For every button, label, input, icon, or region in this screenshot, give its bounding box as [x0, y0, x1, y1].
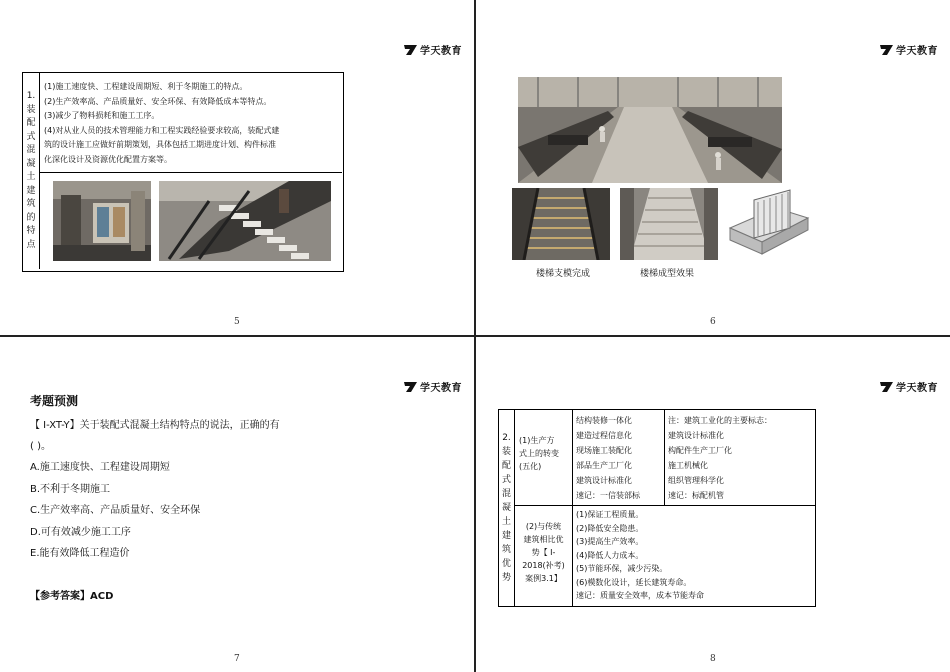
- side-label-char: 配: [501, 461, 511, 471]
- side-label-char: 混: [501, 489, 511, 499]
- option-a: A.施工速度快、工程建设周期短: [30, 462, 170, 473]
- note-item: 施工机械化: [668, 461, 708, 470]
- page-number: 7: [234, 654, 240, 664]
- stair-formwork-photo: [512, 188, 610, 260]
- option-c: C.生产效率高、产品质量好、安全环保: [30, 505, 201, 516]
- five-change-item: 建筑设计标准化: [576, 476, 632, 485]
- side-label-char: 点: [26, 239, 36, 250]
- option-d: D.可有效减少施工工序: [30, 527, 131, 538]
- side-label-char: 的: [26, 212, 36, 223]
- row1-note-cell: [665, 410, 815, 506]
- note-item: 建筑设计标准化: [668, 431, 724, 440]
- side-label-char: 筑: [26, 199, 36, 209]
- brand-logo: [880, 379, 938, 394]
- advantage-item: (1)保证工程质量。: [576, 510, 644, 519]
- side-label-char: 特: [26, 226, 36, 236]
- brand-mark-icon: [404, 45, 417, 55]
- side-label-char: 式: [501, 475, 511, 485]
- advantage-item: (3)提高生产效率。: [576, 537, 644, 546]
- side-label-char: 土: [26, 172, 36, 182]
- advantage-mnemonic: 速记：质量安全效率，成本节能寿命: [576, 591, 704, 600]
- feature-line: (2)生产效率高、产品质量好、安全环保、有效降低成本等特点。: [44, 96, 272, 106]
- stair-mold-rendering: [724, 188, 814, 260]
- five-change-item: 结构装修一体化: [576, 416, 632, 425]
- brand-mark-icon: [404, 382, 417, 392]
- advantage-item: (5)节能环保，减少污染。: [576, 564, 668, 573]
- side-label-char: 势: [501, 573, 511, 583]
- table-side-label: [499, 410, 515, 606]
- side-label-char: 优: [501, 559, 511, 569]
- finished-stair-photo: [620, 188, 718, 260]
- brand-name: 学天教育: [420, 46, 462, 57]
- brand-mark-icon: [880, 45, 893, 55]
- precast-stair-photo: [159, 181, 331, 261]
- row1-label-line: (1)生产方: [519, 436, 555, 445]
- side-label-char: 土: [501, 517, 511, 527]
- side-label-char: 凝: [26, 158, 36, 169]
- table-side-label: [23, 73, 40, 269]
- advantage-item: (2)降低安全隐患。: [576, 523, 644, 533]
- brand-logo: [404, 379, 462, 394]
- five-change-item: 建造过程信息化: [576, 431, 632, 440]
- slide-page-8: [476, 337, 950, 672]
- page-number: 6: [710, 317, 716, 327]
- caption-formwork: 楼梯支模完成: [536, 269, 591, 279]
- feature-line: 化深化设计及资源优化配置方案等。: [44, 154, 172, 164]
- side-label-char: 2.: [502, 433, 511, 443]
- precast-factory-production-line-photo: [518, 77, 782, 183]
- row1-label-line: 式上的转变: [519, 449, 559, 458]
- side-label-char: 凝: [501, 503, 511, 513]
- side-label-char: 1.: [26, 91, 36, 101]
- reference-answer: 【参考答案】ACD: [30, 591, 114, 602]
- section-title: 考题预测: [30, 394, 79, 408]
- side-label-char: 装: [26, 104, 36, 115]
- advantage-item: (4)降低人力成本。: [576, 550, 644, 560]
- feature-line: (4)对从业人员的技术管理能力和工程实践经验要求较高，装配式建: [44, 125, 280, 135]
- side-label-char: 建: [501, 531, 511, 541]
- side-label-char: 筑: [501, 545, 511, 555]
- five-change-mnemonic: 速记：一信装部标: [576, 491, 640, 500]
- feature-line: (3)减少了物料损耗和施工工序。: [44, 111, 160, 120]
- option-e: E.能有效降低工程造价: [30, 548, 130, 559]
- brand-name: 学天教育: [896, 383, 938, 394]
- note-item: 组织管理科学化: [668, 476, 724, 485]
- question-blank: ( )。: [30, 441, 51, 452]
- slide-page-5: [0, 0, 474, 335]
- feature-text-block: [40, 73, 342, 173]
- row2-label-cell: [515, 506, 573, 606]
- brand-name: 学天教育: [896, 46, 938, 57]
- advantage-table: [498, 409, 816, 607]
- row1-label-line: (五化): [519, 462, 542, 471]
- side-label-char: 混: [26, 145, 36, 155]
- question-stem: 【 I-XT-Y】关于装配式混凝土结构特点的说法，正确的有: [30, 420, 280, 431]
- slide-page-6: [476, 0, 950, 335]
- caption-finished: 楼梯成型效果: [640, 269, 695, 279]
- advantage-item: (6)模数化设计，延长建筑寿命。: [576, 577, 692, 587]
- note-item: 注：建筑工业化的主要标志：: [668, 416, 772, 425]
- brand-name: 学天教育: [420, 383, 462, 394]
- five-change-item: 部品生产工厂化: [576, 461, 632, 470]
- page-number: 8: [710, 654, 716, 664]
- row2-label-line: 势【 I-: [531, 548, 556, 557]
- page-number: 5: [234, 317, 240, 327]
- side-label-char: 配: [26, 118, 36, 128]
- note-mnemonic: 速记：标配机管: [668, 491, 724, 500]
- row1-label-cell: [515, 410, 573, 506]
- five-change-item: 现场施工装配化: [576, 446, 632, 455]
- row2-label-line: (2)与传统: [525, 522, 562, 531]
- row1-five-changes-cell: [573, 410, 665, 506]
- side-label-char: 建: [26, 185, 36, 196]
- slide-page-7: [0, 337, 474, 672]
- side-label-char: 式: [26, 131, 36, 142]
- note-item: 构配件生产工厂化: [668, 446, 732, 455]
- side-label-char: 装: [501, 447, 511, 457]
- brand-mark-icon: [880, 382, 893, 392]
- brand-logo: [880, 42, 938, 57]
- brand-logo: [404, 42, 462, 57]
- factory-interior-photo: [53, 181, 151, 261]
- feature-line: (1)施工速度快、工程建设周期短、利于冬期施工的特点。: [44, 82, 248, 91]
- row2-label-line: 2018(补考): [522, 561, 565, 570]
- feature-table: [22, 72, 344, 272]
- row2-label-line: 建筑相比优: [523, 535, 564, 544]
- row2-advantages-cell: [573, 506, 815, 606]
- feature-line: 筑的设计施工应做好前期策划，具体包括工期进度计划、构件标准: [44, 140, 276, 149]
- row2-label-line: 案例3.1】: [525, 574, 562, 583]
- option-b: B.不利于冬期施工: [30, 484, 111, 495]
